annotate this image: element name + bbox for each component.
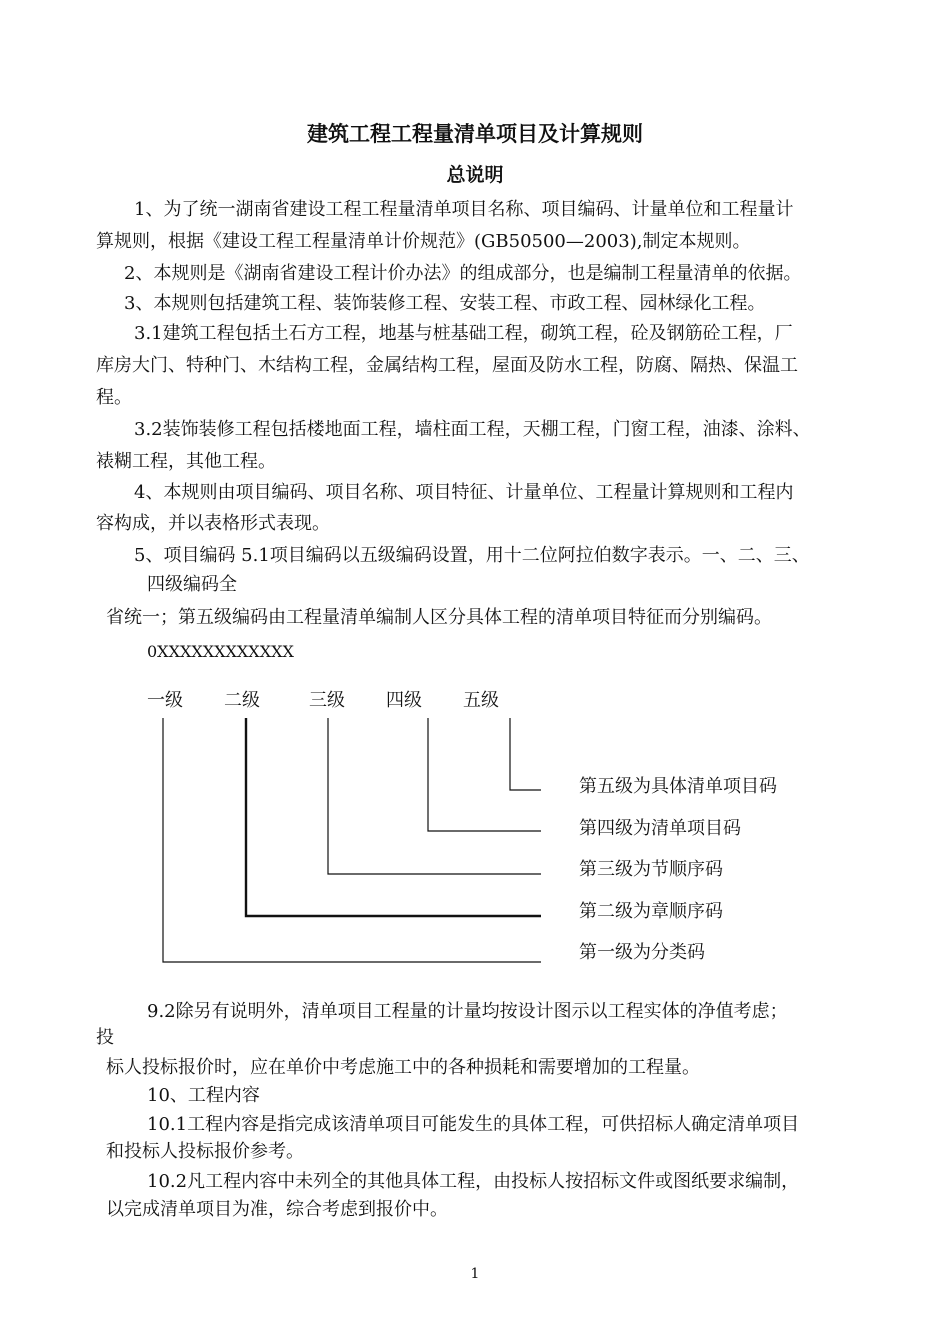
paragraph-4-line-2: 容构成，并以表格形式表现。: [96, 513, 330, 534]
paragraph-10: 10、工程内容: [147, 1085, 260, 1106]
paragraph-10-2-line-2: 以完成清单项目为准，综合考虑到报价中。: [106, 1199, 448, 1220]
level-4-description: 第四级为清单项目码: [579, 818, 741, 839]
paragraph-3-2-line-2: 裱糊工程，其他工程。: [96, 451, 276, 472]
level-3-description: 第三级为节顺序码: [579, 859, 723, 880]
level-4-connector: [428, 718, 541, 831]
paragraph-9-2-line-2: 投: [96, 1027, 114, 1048]
paragraph-5-line-1: 5、项目编码 5.1项目编码以五级编码设置，用十二位阿拉伯数字表示。一、二、三、: [134, 545, 810, 566]
level-5-connector: [510, 718, 541, 790]
level-1-label: 一级: [147, 690, 183, 711]
paragraph-3-2-line-1: 3.2装饰装修工程包括楼地面工程，墙柱面工程，天棚工程，门窗工程，油漆、涂料、: [134, 419, 811, 440]
paragraph-10-1-line-2: 和投标人投标报价参考。: [106, 1141, 304, 1162]
paragraph-3: 3、本规则包括建筑工程、装饰装修工程、安装工程、市政工程、园林绿化工程。: [124, 293, 766, 314]
level-1-description: 第一级为分类码: [579, 942, 705, 963]
level-1-connector: [163, 718, 541, 962]
level-2-connector: [246, 718, 541, 916]
paragraph-1-line-2: 算规则，根据《建设工程工程量清单计价规范》(GB50500—2003),制定本规则。: [96, 231, 751, 252]
paragraph-9-2-line-1: 9.2除另有说明外，清单项目工程量的计量均按设计图示以工程实体的净值考虑；: [147, 1001, 788, 1022]
section-subtitle: 总说明: [446, 164, 504, 186]
page-number: 1: [470, 1266, 480, 1282]
paragraph-10-1-line-1: 10.1工程内容是指完成该清单项目可能发生的具体工程，可供招标人确定清单项目: [147, 1114, 800, 1135]
level-3-connector: [328, 718, 541, 874]
paragraph-5-line-2: 四级编码全: [147, 574, 237, 595]
paragraph-1-line-1: 1、为了统一湖南省建设工程工程量清单项目名称、项目编码、计量单位和工程量计: [134, 199, 794, 220]
paragraph-3-1-line-3: 程。: [96, 387, 132, 408]
code-pattern: 0XXXXXXXXXXXX: [147, 642, 294, 661]
level-2-label: 二级: [224, 690, 260, 711]
level-2-description: 第二级为章顺序码: [579, 901, 723, 922]
level-5-description: 第五级为具体清单项目码: [579, 776, 777, 797]
level-5-label: 五级: [463, 690, 499, 711]
paragraph-2: 2、本规则是《湖南省建设工程计价办法》的组成部分，也是编制工程量清单的依据。: [124, 263, 802, 284]
paragraph-9-2-line-3: 标人投标报价时，应在单价中考虑施工中的各种损耗和需要增加的工程量。: [106, 1057, 700, 1078]
paragraph-4-line-1: 4、本规则由项目编码、项目名称、项目特征、计量单位、工程量计算规则和工程内: [134, 482, 794, 503]
paragraph-10-2-line-1: 10.2凡工程内容中未列全的其他具体工程，由投标人按招标文件或图纸要求编制，: [147, 1171, 800, 1192]
level-3-label: 三级: [309, 690, 345, 711]
page-title: 建筑工程工程量清单项目及计算规则: [307, 122, 643, 146]
paragraph-3-1-line-1: 3.1建筑工程包括土石方工程，地基与桩基础工程，砌筑工程，砼及钢筋砼工程，厂: [134, 323, 793, 344]
level-4-label: 四级: [386, 690, 422, 711]
paragraph-5-line-3: 省统一；第五级编码由工程量清单编制人区分具体工程的清单项目特征而分别编码。: [106, 607, 772, 628]
paragraph-3-1-line-2: 库房大门、特种门、木结构工程，金属结构工程，屋面及防水工程，防腐、隔热、保温工: [96, 355, 798, 376]
